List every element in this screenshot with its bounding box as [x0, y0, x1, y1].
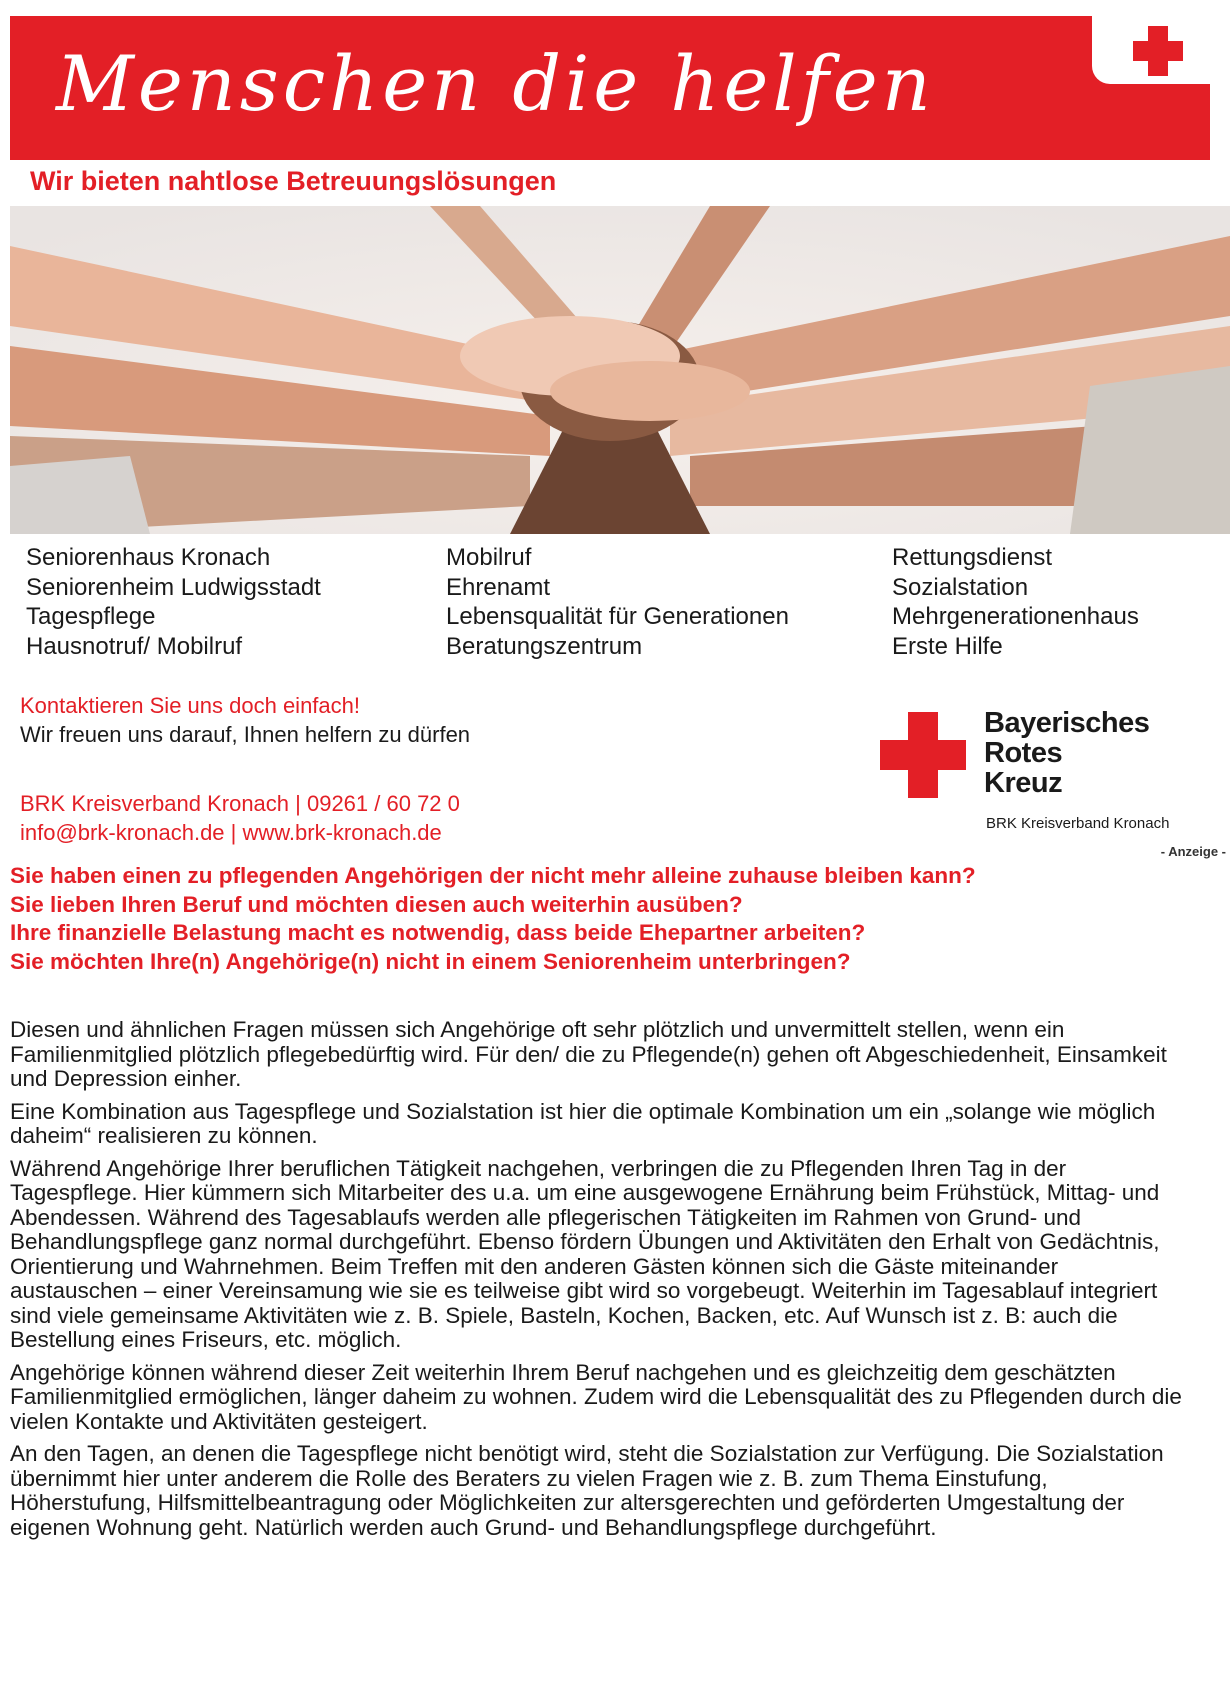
logo-line-1: Bayerisches — [984, 707, 1150, 739]
subtitle: Wir bieten nahtlose Betreuungslösungen — [30, 166, 557, 196]
service-item: Lebensqualität für Generationen — [446, 603, 789, 630]
service-item: Seniorenheim Ludwigsstadt — [26, 573, 321, 601]
banner-title: Menschen die helfen — [56, 39, 935, 128]
service-item: Mehrgenerationenhaus — [892, 603, 1139, 630]
article-body — [10, 1018, 1190, 1548]
service-item: Erste Hilfe — [892, 632, 1003, 660]
paragraph: Eine Kombination aus Tagespflege und Sozialstation ist hier die optimale Kombination um ein „solange wie möglich daheim“ realisieren zu können. — [10, 1098, 1156, 1148]
paragraph: Während Angehörige Ihrer beruflichen Tätigkeit nachgehen, verbringen die zu Pflegenden Ihren Tag in der Tagespflege. Hier kümmern sich Mitarbeiter des u.a. um eine ausgewogene Ernährung beim Frühstück, Mittag- und Abendessen. Während des Tagesablaufs werden alle pflegerischen Tätigkeiten im Rahmen von Grund- und Behandlungspflege ganz normal durchgeführt. Ebenso fördern Übungen und Aktivitäten den Erhalt von Gedächtnis, Orientierung und Wahrnehmen. Beim Treffen mit den anderen Gästen können sich die Gäste miteinander austauschen – einer Vereinsamung wie sie es teilweise gibt wird so vorgebeugt. Weiterhin im Tagesablauf integriert sind viele gemeinsame Aktivitäten wie z. B. Spiele, Basteln, Kochen, Backen, etc. Auf Wunsch ist z. B: auch die Bestellung eines Friseurs, etc. möglich. — [10, 1155, 1160, 1352]
question-item: Sie lieben Ihren Beruf und möchten diesen auch weiterhin ausüben? — [10, 891, 743, 917]
header-banner — [10, 16, 1210, 160]
contact-email-web[interactable]: info@brk-kronach.de | www.brk-kronach.de — [20, 820, 442, 845]
question-item: Sie haben einen zu pflegenden Angehörigen der nicht mehr alleine zuhause bleiben kann? — [10, 863, 976, 888]
logo-wordmark — [984, 708, 1149, 798]
brk-logo — [880, 707, 1210, 842]
question-item: Ihre finanzielle Belastung macht es notwendig, dass beide Ehepartner arbeiten? — [10, 920, 866, 945]
ad-label: - Anzeige - — [1160, 844, 1226, 859]
service-item: Hausnotruf/ Mobilruf — [26, 632, 243, 660]
service-item: Ehrenamt — [446, 573, 551, 601]
service-item: Seniorenhaus Kronach — [26, 544, 271, 571]
logo-line-3: Kreuz — [984, 767, 1063, 799]
service-item: Beratungszentrum — [446, 632, 643, 660]
paragraph: An den Tagen, an denen die Tagespflege nicht benötigt wird, steht die Sozialstation zur Verfügung. Die Sozialstation übernimmt hier unter anderem die Rolle des Beraters zu vielen Fragen wie z. B. zum Thema Einstufung, Höherstufung, Hilfsmittelbeantragung oder Möglichkeiten zur altersgerechten und geförderten Umgestaltung der eigenen Wohnung geht. Natürlich werden auch Grund- und Behandlungspflege durchgeführt. — [10, 1441, 1164, 1540]
question-item: Sie möchten Ihre(n) Angehörige(n) nicht in einem Seniorenheim unterbringen? — [10, 948, 851, 974]
services-column-3 — [892, 543, 1139, 661]
contact-tagline: Wir freuen uns darauf, Ihnen helfern zu dürfen — [20, 722, 471, 747]
paragraph: Diesen und ähnlichen Fragen müssen sich Angehörige oft sehr plötzlich und unvermittelt stellen, wenn ein Familienmitglied plötzlich pflegebedürftig wird. Für den/ die zu Pflegende(n) gehen oft Abgeschiedenheit, Einsamkeit und Depression einher. — [10, 1017, 1167, 1091]
banner-notch — [1092, 16, 1210, 84]
logo-line-2: Rotes — [984, 737, 1063, 769]
service-item: Sozialstation — [892, 573, 1029, 601]
services-column-1 — [26, 543, 321, 661]
services-column-2 — [446, 543, 789, 661]
paragraph: Angehörige können während dieser Zeit weiterhin Ihrem Beruf nachgehen und es gleichzeitig dem geschätzten Familienmitglied ermöglichen, länger daheim zu wohnen. Zudem wird die Lebensqualität des zu Pflegenden durch die vielen Kontakte und Aktivitäten gesteigert. — [10, 1359, 1182, 1434]
red-cross-icon-bar — [1133, 41, 1183, 61]
stacked-hands-photo — [10, 206, 1230, 534]
service-item: Rettungsdienst — [892, 544, 1053, 571]
contact-headline: Kontaktieren Sie uns doch einfach! — [20, 693, 361, 718]
red-cross-logo-icon — [880, 712, 966, 798]
logo-subtitle: BRK Kreisverband Kronach — [986, 815, 1170, 832]
service-item: Mobilruf — [446, 544, 532, 571]
contact-phone[interactable]: BRK Kreisverband Kronach | 09261 / 60 72 0 — [20, 791, 460, 816]
question-list — [10, 862, 976, 976]
service-item: Tagespflege — [26, 603, 156, 630]
